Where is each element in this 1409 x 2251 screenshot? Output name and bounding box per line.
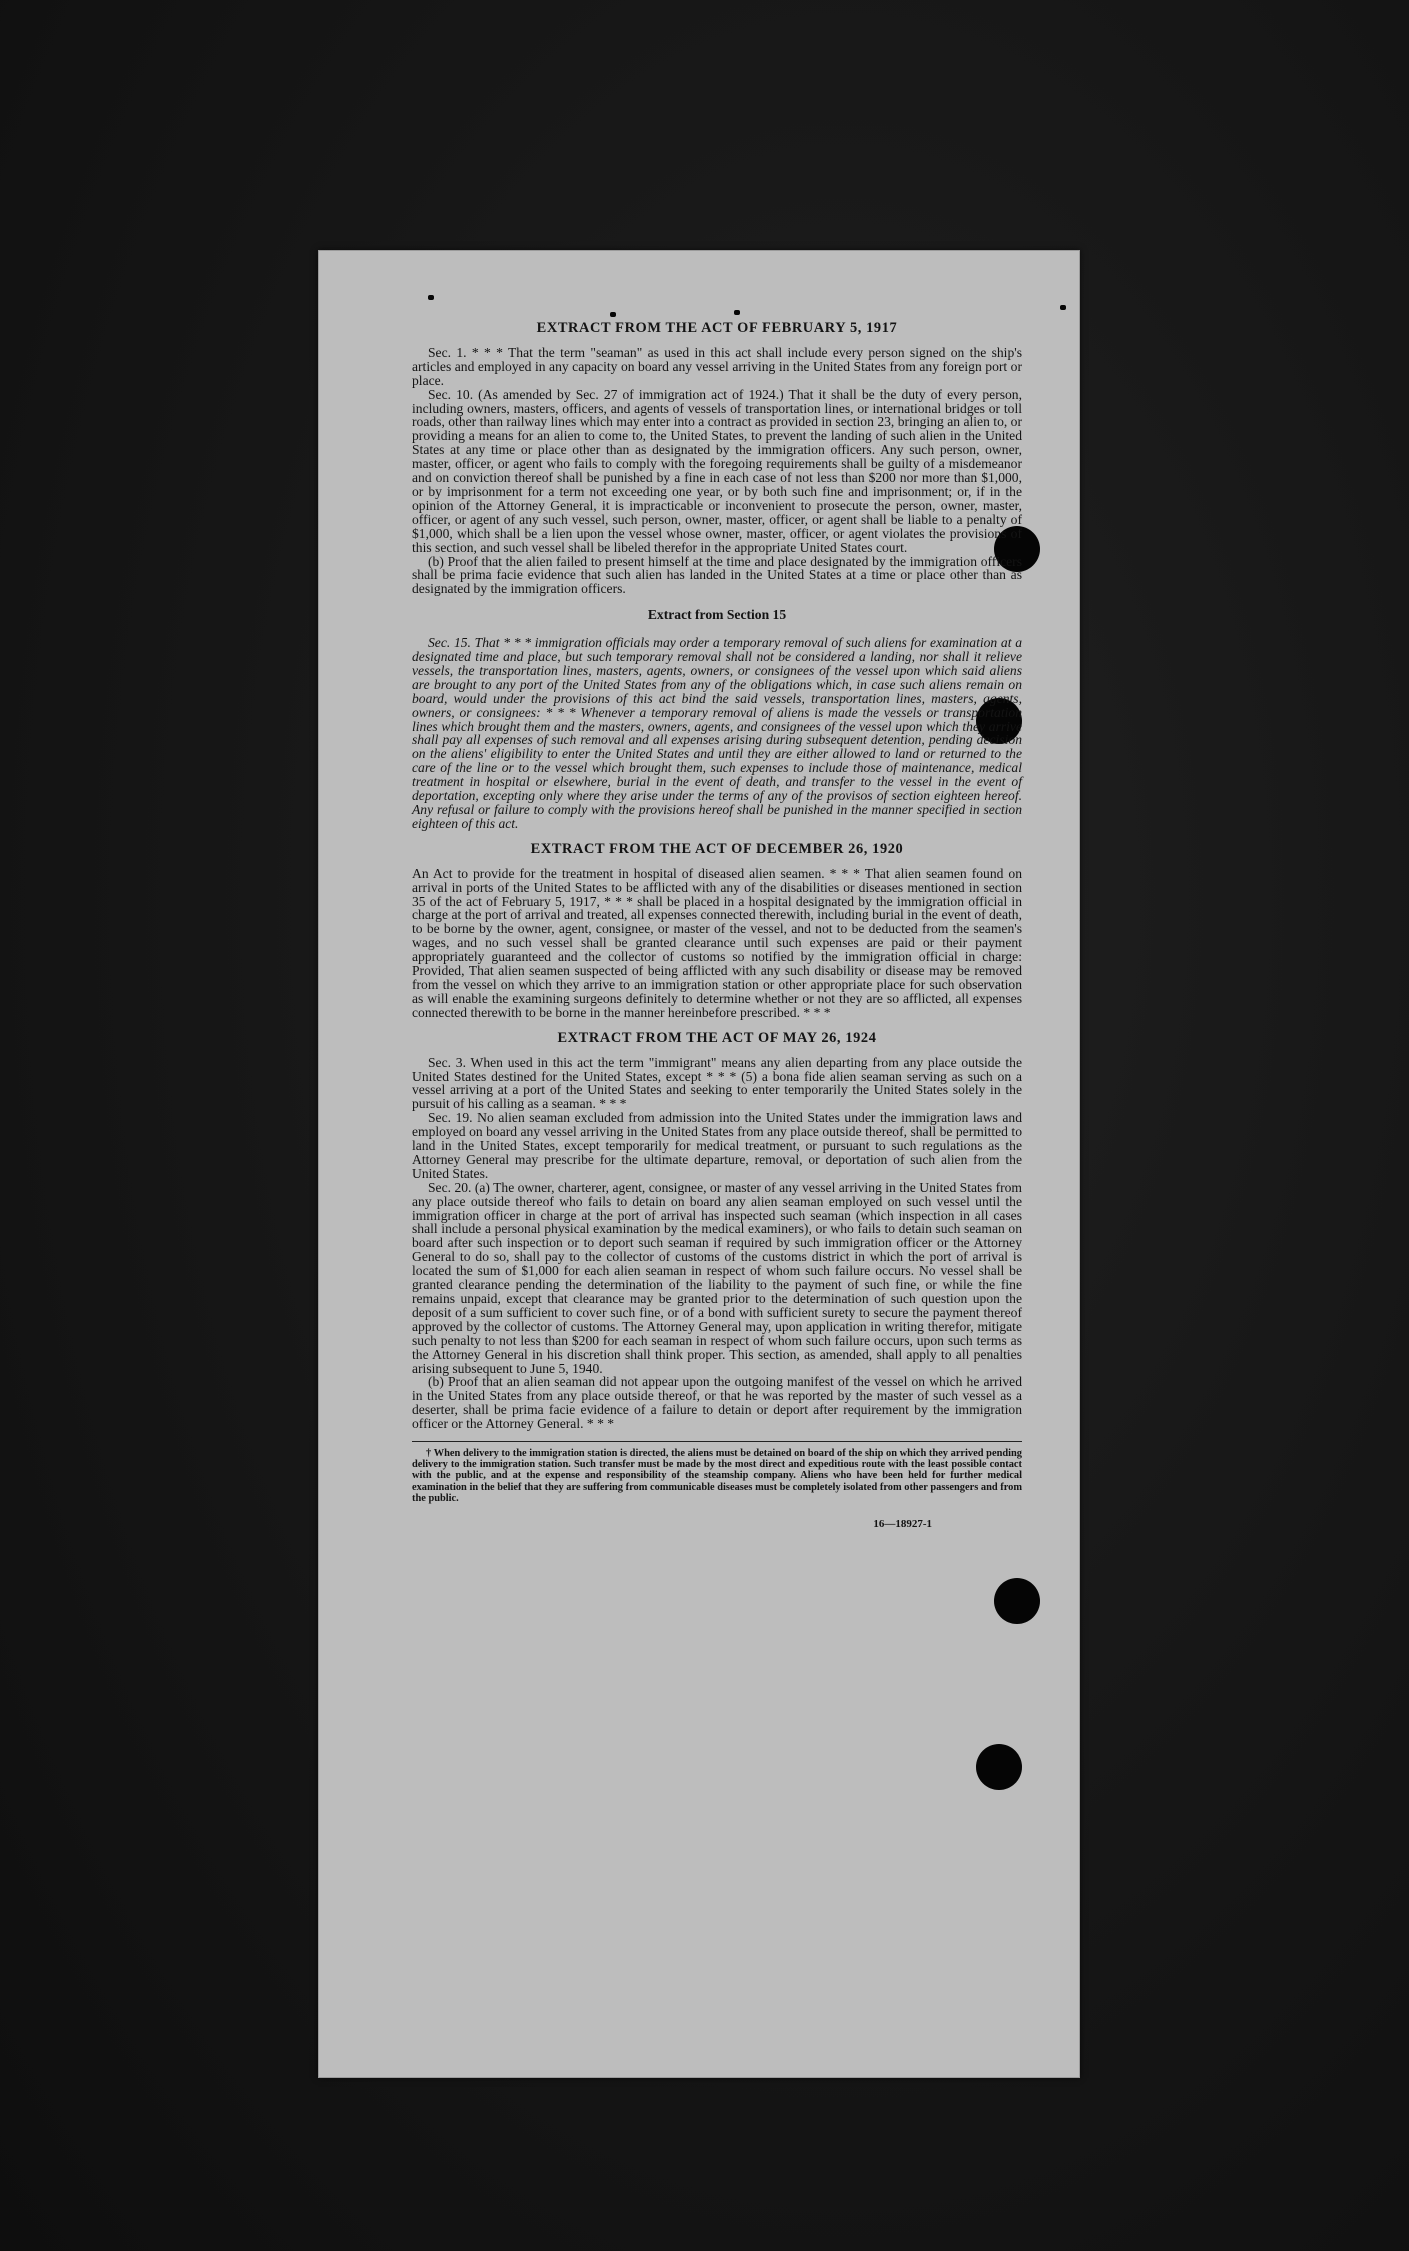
form-number: 16—18927-1 xyxy=(873,1518,932,1531)
paragraph: Sec. 10. (As amended by Sec. 27 of immigration act of 1924.) That it shall be the duty of every person, including owners, masters, officers, and agents of vessels of transportation lines, or international bridges or toll roads, other than railway lines which may enter into a contract as provided in section 23, bringing an alien to, or providing a means for an alien to come to, the United States, to prevent the landing of such alien in the United States at any time or place other than as designated by the immigration officers. Any such person, owner, master, officer, or agent who fails to comply with the foregoing requirements shall be guilty of a misdemeanor and on conviction thereof shall be punished by a fine in each case of not less than $200 nor more than $1,000, or by imprisonment for a term not exceeding one year, or by both such fine and imprisonment; or, if in the opinion of the Attorney General, it is impracticable or inconvenient to prosecute the person, owner, master, officer, or agent of any such vessel, such person, owner, master, officer, or agent shall be liable to a penalty of $1,000, which shall be a lien upon the vessel whose owner, master, officer, or agent violates the provisions of this section, and such vessel shall be libeled therefor in the appropriate United States court. xyxy=(412,386,1022,555)
document-page xyxy=(318,250,1080,2078)
footnote xyxy=(412,1448,1022,1504)
paragraph: Sec. 1. * * * That the term "seaman" as used in this act shall include every person signed on the ship's articles and employed in any capacity on board any vessel arriving in the United States from any foreign port or place. xyxy=(412,344,1022,388)
paragraph: (b) Proof that the alien failed to present himself at the time and place designated by the immigration officers shall be prima facie evidence that such alien has landed in the United States at a time or place other than as designated by the immigration officers. xyxy=(412,553,1022,597)
footnote-rule xyxy=(412,1441,1022,1442)
punch-hole xyxy=(976,1744,1022,1790)
paragraph: Sec. 3. When used in this act the term "immigrant" means any alien departing from any place outside the United States destined for the United States, except * * * (5) a bona fide alien seaman serving as such on a vessel arriving at a port of the United States and seeking to enter temporarily the United States solely in the pursuit of his calling as a seaman. * * * xyxy=(412,1054,1022,1112)
paragraph: Sec. 19. No alien seaman excluded from admission into the United States under the immigration laws and employed on board any vessel arriving in the United States from any place outside thereof, shall be permitted to land in the United States, except temporarily for medical treatment, or pursuant to such regulations as the Attorney General may prescribe for the ultimate departure, removal, or deportation of such alien from the United States. xyxy=(412,1110,1022,1181)
paragraph: Sec. 20. (a) The owner, charterer, agent, consignee, or master of any vessel arriving in the United States from any place outside thereof who fails to detain on board any alien seaman employed on such vessel until the immigration officer in charge at the port of arrival has inspected such seaman (which inspection in all cases shall include a personal physical examination by the medical examiners), or who fails to detain such seaman on board after such inspection or to deport such seaman if required by such immigration officer or the Attorney General to do so, shall pay to the collector of customs of the customs district in which the port of arrival is located the sum of $1,000 for each alien seaman in respect of whom such failure occurs. No vessel shall be granted clearance pending the determination of the liability to the payment of such fine, or while the fine remains unpaid, except that clearance may be granted prior to the determination of such question upon the deposit of a sum sufficient to cover such fine, or of a bond with sufficient surety to secure the payment thereof approved by the collector of customs. The Attorney General may, upon application in writing therefor, mitigate such penalty to not less than $200 for each seaman in respect of whom such failure occurs, upon such terms as the Attorney General in his discretion shall think proper. This section, as amended, shall apply to all penalties arising subsequent to June 5, 1940. xyxy=(412,1179,1022,1376)
scan-speck xyxy=(734,310,740,315)
scan-speck xyxy=(1060,305,1066,310)
scan-speck xyxy=(610,312,616,317)
section-heading: EXTRACT FROM THE ACT OF MAY 26, 1924 xyxy=(557,1029,877,1046)
paragraph: An Act to provide for the treatment in hospital of diseased alien seamen. * * * That alien seamen found on arrival in ports of the United States to be afflicted with any of the disabilities or diseases mentioned in section 35 of the act of February 5, 1917, * * * shall be placed in a hospital designated by the immigration official in charge at the port of arrival and treated, all expenses connected therewith, including burial in the event of death, to be borne by the owner, agent, consignee, or master of the vessel, and not to be deducted from the seamen's wages, and no such vessel shall be granted clearance until such expenses are paid or their payment appropriately guaranteed and the collector of customs so notified by the immigration official in charge: Provided, That alien seamen suspected of being afflicted with any such disability or disease may be removed from the vessel on which they arrive to an immigration station or other appropriate place for such observation as will enable the examining surgeons definitely to determine whether or not they are so afflicted, all expenses connected therewith to be borne in the manner hereinbefore prescribed. * * * xyxy=(412,865,1022,1020)
footnote-text: † When delivery to the immigration station is directed, the aliens must be detained on board of the ship on which they arrived pending delivery to the immigration station. Such transfer must be made by the most direct and expeditious route with the least possible contact with the public, and at the expense and responsibility of the steamship company. Aliens who have been held for further medical examination in the belief that they are suffering from communicable diseases must be completely isolated from other passengers and from the public. xyxy=(412,1448,1022,1504)
italic-extract xyxy=(412,636,1022,831)
punch-hole xyxy=(994,1578,1040,1624)
paragraph: Sec. 15. That * * * immigration officials may order a temporary removal of such aliens for examination at a designated time and place, but such temporary removal shall not be considered a landing, nor shall it relieve vessels, the transportation lines, masters, agents, owners, or consignees of the vessel upon which said aliens are brought to any port of the United States from any of the obligations which, in case such aliens remain on board, would under the provisions of this act bind the said vessels, transportation lines, masters, agents, owners, or consignees: * * * Whenever a temporary removal of aliens is made the vessels or transportation lines which brought them and the masters, owners, agents, and consignees of the vessel upon which they arrive shall pay all expenses of such removal and all expenses arising during subsequent detention, pending decision on the aliens' eligibility to enter the United States and until they are either allowed to land or returned to the care of the line or to the vessel which brought them, such expenses to include those of maintenance, medical treatment in hospital or elsewhere, burial in the event of death, and transfer to the vessel in the event of deportation, excepting only where they arise under the terms of any of the provisos of section eighteen hereof. Any refusal or failure to comply with the provisions hereof shall be punished in the manner specified in section eighteen of this act. xyxy=(412,635,1022,831)
section-heading: EXTRACT FROM THE ACT OF FEBRUARY 5, 1917 xyxy=(536,320,898,336)
section-heading: Extract from Section 15 xyxy=(647,607,787,623)
section-heading: EXTRACT FROM THE ACT OF DECEMBER 26, 1920 xyxy=(530,840,904,857)
paragraph: (b) Proof that an alien seaman did not appear upon the outgoing manifest of the vessel on which he arrived in the United States from any place outside thereof, or that he was reported by the master of such vessel as a deserter, shall be prima facie evidence of a failure to detain or deport after requirement by the immigration officer or the Attorney General. * * * xyxy=(412,1374,1022,1432)
scan-speck xyxy=(428,295,434,300)
document-body xyxy=(412,322,1022,1532)
